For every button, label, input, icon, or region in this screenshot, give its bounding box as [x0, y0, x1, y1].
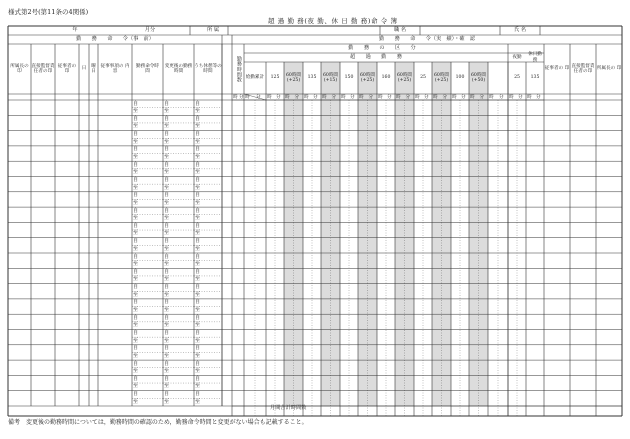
hour-unit: 時: [267, 95, 272, 100]
row-from-label: 自: [133, 238, 139, 245]
hour-unit: 時: [489, 95, 494, 100]
row-to-label: 至: [164, 368, 170, 375]
row-from-label: 自: [133, 161, 139, 168]
row-to-label: 至: [133, 322, 139, 329]
form-number: 様式第2号(第11条の4関係): [8, 8, 89, 16]
minute-unit: 分: [499, 95, 504, 100]
row-to-label: 至: [195, 398, 201, 405]
row-from-label: 自: [133, 268, 139, 275]
row-from-label: 自: [133, 391, 139, 398]
row-to-label: 至: [195, 108, 201, 114]
row-from-label: 自: [133, 207, 139, 214]
row-to-label: 至: [164, 153, 170, 160]
row-from-label: 自: [195, 192, 201, 199]
row-to-label: 至: [164, 108, 170, 114]
hour-unit: 時: [415, 95, 420, 100]
col-supervisor-seal: 直接監督責任者の印: [31, 63, 55, 74]
row-to-label: 至: [133, 199, 139, 206]
row-to-label: 至: [164, 169, 170, 176]
row-from-label: 自: [195, 391, 201, 398]
col-worker-seal: 従事者の 印: [57, 63, 77, 74]
col-weekday: 曜日: [91, 63, 96, 74]
row-from-label: 自: [195, 222, 201, 229]
minute-unit: 分: [424, 95, 429, 100]
row-from-label: 自: [164, 299, 170, 306]
row-to-label: 至: [195, 276, 201, 283]
row-to-label: 至: [133, 230, 139, 237]
overtime-header: 超 過 勤 務: [350, 53, 402, 60]
row-to-label: 至: [164, 184, 170, 191]
row-from-label: 自: [164, 238, 170, 245]
hour-unit: 時: [509, 95, 514, 100]
row-to-label: 至: [133, 291, 139, 298]
row-from-label: 自: [195, 345, 201, 352]
row-to-label: 至: [195, 383, 201, 390]
row-to-label: 至: [133, 123, 139, 130]
row-to-label: 至: [133, 261, 139, 267]
minute-unit: 分: [350, 95, 355, 100]
row-from-label: 自: [195, 131, 201, 138]
row-from-label: 自: [133, 253, 139, 260]
row-from-label: 自: [164, 161, 170, 168]
col-holiday: 休日勤務: [528, 52, 542, 63]
order-prior-header: 勤 務 命 令（事 前）: [76, 35, 154, 42]
col-dept-head-seal: 所属長の 印: [10, 63, 29, 74]
document-title: 超 過 勤 務(夜 勤、休 日 勤 務)命 令 簿: [268, 17, 398, 25]
row-to-label: 至: [133, 184, 139, 191]
note-text: 備考 変更後の勤務時間については，勤務時間の確認のため，勤務命令時間と変更がない場合も記載すること。: [8, 419, 308, 426]
row-from-label: 自: [195, 268, 201, 275]
row-to-label: 至: [164, 245, 170, 252]
row-to-label: 至: [195, 322, 201, 329]
row-from-label: 自: [164, 100, 170, 107]
row-from-label: 自: [133, 146, 139, 153]
minute-unit: 分: [276, 95, 281, 100]
row-to-label: 至: [164, 199, 170, 206]
row-from-label: 自: [164, 375, 170, 382]
row-from-label: 自: [195, 253, 201, 260]
col-ot60-25b: 60時間(+25): [359, 72, 376, 83]
col-settlement: 給勤累計: [245, 75, 265, 81]
row-from-label: 自: [133, 192, 139, 199]
col-worker-seal-r: 従事者の 印: [544, 66, 570, 72]
row-from-label: 自: [195, 100, 201, 107]
col-dept-head-seal-r: 所属長の 印: [596, 66, 622, 72]
minute-unit: 分: [405, 95, 411, 100]
row-to-label: 至: [164, 230, 170, 237]
row-from-label: 自: [195, 161, 201, 168]
hour-unit: 時: [359, 95, 364, 100]
row-to-label: 至: [164, 322, 170, 329]
minute-unit: 分: [518, 95, 523, 100]
col-ot60-50: 60時間(+50): [470, 72, 487, 83]
row-to-label: 至: [195, 306, 201, 313]
row-to-label: 至: [195, 215, 201, 222]
col-night-rate: 25: [514, 75, 520, 81]
row-from-label: 自: [195, 299, 201, 306]
row-from-label: 自: [164, 345, 170, 352]
row-to-label: 至: [164, 215, 170, 222]
row-to-label: 至: [133, 352, 139, 359]
row-to-label: 至: [195, 291, 201, 298]
row-from-label: 自: [164, 391, 170, 398]
row-from-label: 自: [164, 177, 170, 183]
col-work-content: 従事事項の 内 容: [100, 63, 130, 74]
col-rate-100: 100: [455, 75, 465, 81]
row-from-label: 自: [133, 100, 139, 107]
row-to-label: 至: [133, 276, 139, 283]
minute-unit: 分: [239, 95, 244, 100]
col-ot60-25d: 60時間(+25): [433, 72, 450, 83]
row-to-label: 至: [164, 306, 170, 313]
row-from-label: 自: [133, 375, 139, 382]
dept-label: 所 属: [206, 26, 220, 33]
row-to-label: 至: [133, 383, 139, 390]
hour-unit: 時: [527, 95, 532, 100]
row-to-label: 至: [195, 230, 201, 237]
row-to-label: 至: [164, 138, 170, 145]
col-rate-135: 135: [307, 75, 317, 81]
row-to-label: 至: [133, 215, 139, 222]
row-to-label: 至: [164, 337, 170, 344]
order-actual-header: 勤 務 命 令（実 績）・確 認: [379, 35, 475, 42]
col-holiday-rate: 135: [530, 75, 540, 81]
row-to-label: 至: [195, 368, 201, 375]
row-from-label: 自: [164, 115, 170, 122]
row-to-label: 至: [195, 337, 201, 344]
row-to-label: 至: [133, 337, 139, 344]
col-rate-160: 160: [381, 75, 391, 81]
month-label: 月分: [144, 26, 156, 33]
minute-unit: 分: [313, 95, 318, 100]
minute-unit: 分: [331, 95, 337, 100]
hour-unit: 時: [470, 95, 475, 100]
row-to-label: 至: [164, 291, 170, 298]
col-supervisor-seal-r: 直接監督責任者の印: [571, 63, 595, 74]
row-from-label: 自: [195, 375, 201, 382]
kubun-header: 勤 務 の 区 分: [348, 44, 416, 51]
row-from-label: 自: [164, 253, 170, 260]
col-day: 日: [81, 66, 87, 72]
minute-unit: 分: [294, 95, 300, 100]
row-to-label: 至: [133, 108, 139, 114]
row-to-label: 至: [164, 276, 170, 283]
row-from-label: 自: [195, 207, 201, 214]
hour-unit: 時: [378, 95, 383, 100]
row-from-label: 自: [195, 314, 201, 321]
row-from-label: 自: [195, 284, 201, 291]
col-ot60-25c: 60時間(+25): [396, 72, 413, 83]
row-from-label: 自: [195, 115, 201, 122]
row-to-label: 至: [195, 352, 201, 359]
row-to-label: 至: [133, 138, 139, 145]
row-from-label: 自: [164, 284, 170, 291]
row-from-label: 自: [164, 131, 170, 138]
row-from-label: 自: [133, 115, 139, 122]
col-rate-25: 25: [420, 75, 426, 81]
monthly-total-label: 月間合計時間数: [270, 405, 307, 411]
row-from-label: 自: [164, 222, 170, 229]
row-to-label: 至: [195, 153, 201, 160]
col-night: 夜勤: [512, 54, 522, 60]
row-from-label: 自: [195, 146, 201, 153]
row-to-label: 至: [164, 123, 170, 130]
row-from-label: 自: [195, 330, 201, 336]
col-total-hours: 勤務時間数: [235, 55, 242, 83]
hour-unit: 時: [396, 95, 401, 100]
row-from-label: 自: [133, 177, 139, 183]
row-from-label: 自: [195, 360, 201, 367]
row-from-label: 自: [133, 131, 139, 138]
hour-unit: 時: [285, 95, 290, 100]
row-from-label: 自: [133, 222, 139, 229]
row-to-label: 至: [195, 123, 201, 130]
col-ot60-15: 60時間(+15): [322, 72, 339, 83]
row-to-label: 至: [133, 398, 139, 405]
post-label: 職 名: [393, 26, 407, 33]
year-label: 年: [72, 26, 78, 33]
hour-unit: 時: [341, 95, 346, 100]
row-to-label: 至: [164, 398, 170, 405]
row-to-label: 至: [195, 199, 201, 206]
col-changed-time: 変更後の勤務時間: [164, 63, 193, 74]
row-from-label: 自: [133, 345, 139, 352]
row-to-label: 至: [164, 352, 170, 359]
row-to-label: 至: [133, 169, 139, 176]
row-from-label: 自: [164, 146, 170, 153]
row-from-label: 自: [164, 268, 170, 275]
row-from-label: 自: [133, 314, 139, 321]
name-label: 氏 名: [513, 26, 527, 33]
row-to-label: 至: [133, 245, 139, 252]
row-from-label: 自: [164, 314, 170, 321]
row-from-label: 自: [164, 360, 170, 367]
col-ot60-25: 60時間(+25): [285, 72, 302, 83]
hour-unit: 時: [452, 95, 457, 100]
row-from-label: 自: [164, 192, 170, 199]
minute-unit: 分: [479, 95, 485, 100]
col-rate-125: 125: [270, 75, 280, 81]
row-from-label: 自: [195, 238, 201, 245]
minute-unit: 分: [387, 95, 392, 100]
row-to-label: 至: [195, 169, 201, 176]
row-to-label: 至: [164, 261, 170, 267]
row-to-label: 至: [133, 153, 139, 160]
hour-unit: 時: [245, 95, 250, 100]
row-from-label: 自: [164, 207, 170, 214]
minute-unit: 分: [368, 95, 374, 100]
hour-unit: 時: [304, 95, 309, 100]
row-to-label: 至: [195, 261, 201, 267]
row-from-label: 自: [133, 299, 139, 306]
row-to-label: 至: [195, 245, 201, 252]
row-from-label: 自: [164, 330, 170, 336]
row-to-label: 至: [133, 306, 139, 313]
row-from-label: 自: [133, 330, 139, 336]
row-to-label: 至: [195, 138, 201, 145]
minute-unit: 分: [536, 95, 541, 100]
minute-unit: 分: [256, 95, 261, 100]
col-rate-150: 150: [344, 75, 354, 81]
hour-unit: 時: [233, 95, 238, 100]
minute-unit: 分: [442, 95, 448, 100]
row-from-label: 自: [195, 177, 201, 183]
minute-unit: 分: [461, 95, 466, 100]
hour-unit: 時: [322, 95, 327, 100]
row-to-label: 至: [164, 383, 170, 390]
row-from-label: 自: [133, 360, 139, 367]
row-from-label: 自: [133, 284, 139, 291]
hour-unit: 時: [433, 95, 438, 100]
row-to-label: 至: [195, 184, 201, 191]
col-rest-time: うち休憩等の時間: [194, 63, 222, 74]
row-to-label: 至: [133, 368, 139, 375]
col-order-time: 勤務命令時 間: [136, 63, 164, 74]
